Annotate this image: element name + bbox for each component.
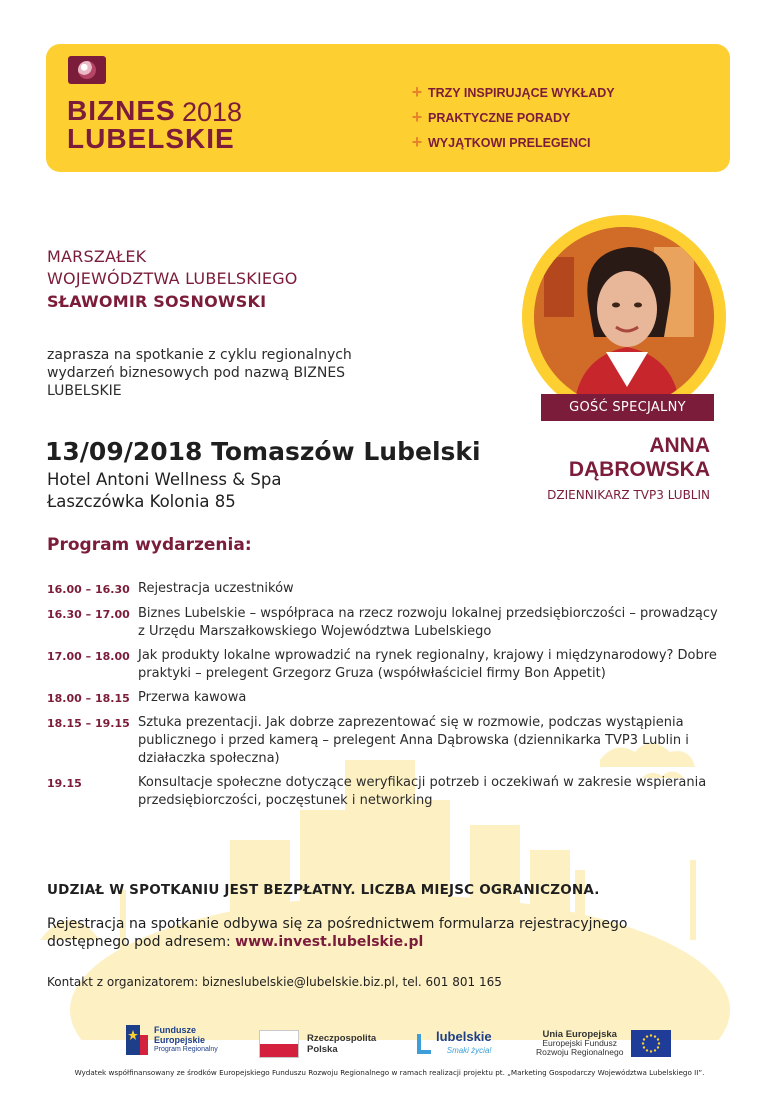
guest-last-name: DĄBROWSKA bbox=[568, 458, 710, 481]
schedule-row bbox=[47, 605, 727, 641]
schedule-time: 18.00 – 18.15 bbox=[47, 692, 130, 705]
schedule-row bbox=[47, 647, 727, 683]
feature-label: PRAKTYCZNE PORADY bbox=[428, 110, 571, 125]
schedule-row bbox=[47, 774, 727, 810]
eu-line1: Unia Europejska bbox=[542, 1029, 617, 1040]
special-guest-label: GOŚĆ SPECJALNY bbox=[541, 394, 714, 421]
venue-name: Hotel Antoni Wellness & Spa bbox=[47, 470, 282, 489]
venue-address: Łaszczówka Kolonia 85 bbox=[47, 492, 236, 511]
guest-photo bbox=[534, 227, 714, 407]
contact-label: Kontakt z organizatorem: bbox=[47, 975, 199, 989]
inviter-name: SŁAWOMIR SOSNOWSKI bbox=[47, 292, 267, 311]
schedule-row bbox=[47, 580, 727, 599]
schedule-time: 16.30 – 17.00 bbox=[47, 608, 130, 621]
plus-icon: + bbox=[411, 132, 423, 152]
schedule-desc: Konsultacje społeczne dotyczące weryfikacji potrzeb i oczekiwań w zakresie wspierania przedsiębiorczości, poczęstunek i networking bbox=[138, 775, 707, 808]
program-schedule bbox=[47, 580, 727, 816]
schedule-time: 16.00 – 16.30 bbox=[47, 583, 130, 596]
program-title: Program wydarzenia: bbox=[47, 535, 252, 555]
eu-line3: Rozwoju Regionalnego bbox=[536, 1047, 624, 1057]
eu-line2: Europejski Fundusz bbox=[542, 1038, 618, 1048]
guest-role: DZIENNIKARZ TVP3 LUBLIN bbox=[547, 488, 710, 502]
feature-label: TRZY INSPIRUJĄCE WYKŁADY bbox=[428, 85, 615, 100]
schedule-time: 18.15 – 19.15 bbox=[47, 717, 130, 730]
schedule-desc: Rejestracja uczestników bbox=[138, 581, 294, 596]
guest-portrait-icon bbox=[534, 227, 714, 407]
registration-info bbox=[47, 915, 687, 951]
rzeczpospolita-logo bbox=[259, 1030, 376, 1058]
schedule-row bbox=[47, 689, 727, 708]
brand-badge-icon bbox=[68, 56, 106, 84]
plus-icon: + bbox=[411, 107, 423, 127]
lubelskie-mark-icon bbox=[416, 1032, 434, 1056]
contact-info bbox=[47, 973, 502, 991]
brand-year: 2018 bbox=[182, 97, 243, 127]
schedule-desc: Przerwa kawowa bbox=[138, 690, 247, 705]
inviter-title-line2: WOJEWÓDZTWA LUBELSKIEGO bbox=[47, 269, 298, 288]
feature-label: WYJĄTKOWI PRELEGENCI bbox=[428, 135, 591, 150]
schedule-desc: Biznes Lubelskie – współpraca na rzecz rozwoju lokalnej przedsiębiorczości – prowadzący z Urzędu Marszałkowskiego Województwa Lubelskiego bbox=[138, 606, 718, 639]
fe-line1: Fundusze bbox=[154, 1025, 196, 1035]
schedule-desc: Jak produkty lokalne wprowadzić na rynek regionalny, krajowy i międzynarodowy? Dobre praktyki – prelegent Grzegorz Gruza (współwłaściciel firmy Bon Appetit) bbox=[138, 648, 717, 681]
brand-name-line2: LUBELSKIE bbox=[67, 123, 235, 154]
brand-name-line1: BIZNES bbox=[67, 95, 176, 126]
fe-line3: Program Regionalny bbox=[154, 1046, 218, 1053]
registration-link[interactable]: www.invest.lubelskie.pl bbox=[235, 934, 424, 950]
invitation-text: zaprasza na spotkanie z cyklu regionalnych wydarzeń biznesowych pod nazwą BIZNES LUBELSKIE bbox=[47, 347, 352, 399]
inviter-title-line1: MARSZAŁEK bbox=[47, 247, 147, 266]
feature-item bbox=[410, 105, 615, 130]
rp-line2: Polska bbox=[307, 1044, 338, 1055]
registration-text: Rejestracja na spotkanie odbywa się za pośrednictwem formularza rejestracyjnego dostępnego pod adresem: bbox=[47, 916, 628, 950]
event-date-place: 13/09/2018 Tomaszów Lubelski bbox=[45, 437, 481, 466]
fundusze-europejskie-logo bbox=[126, 1025, 218, 1055]
lub-tagline: Smaki życia! bbox=[446, 1046, 492, 1055]
lub-name: lubelskie bbox=[436, 1029, 492, 1044]
free-participation-notice: UDZIAŁ W SPOTKANIU JEST BEZPŁATNY. LICZBA MIEJSC OGRANICZONA. bbox=[47, 882, 600, 898]
event-venue bbox=[47, 469, 281, 513]
eu-logo bbox=[536, 1030, 671, 1057]
feature-item bbox=[410, 130, 615, 155]
fe-line2: Europejskie bbox=[154, 1035, 206, 1045]
polish-flag-icon bbox=[259, 1030, 299, 1058]
lubelskie-logo bbox=[416, 1030, 492, 1058]
funding-disclaimer: Wydatek współfinansowany ze środków Europejskiego Funduszu Rozwoju Regionalnego w ramach realizacji projektu pt. „Marketing Gospodarczy Województwa Lubelskiego II”. bbox=[74, 1068, 705, 1077]
feature-item bbox=[410, 80, 615, 105]
rp-line1: Rzeczpospolita bbox=[307, 1033, 377, 1044]
schedule-time: 19.15 bbox=[47, 777, 82, 790]
contact-value[interactable]: bizneslubelskie@lubelskie.biz.pl, tel. 601 801 165 bbox=[202, 975, 502, 989]
fe-star-icon bbox=[126, 1025, 148, 1055]
schedule-time: 17.00 – 18.00 bbox=[47, 650, 130, 663]
schedule-row bbox=[47, 714, 727, 768]
plus-icon: + bbox=[411, 82, 423, 102]
feature-list bbox=[410, 80, 615, 155]
eu-flag-icon bbox=[631, 1030, 671, 1057]
guest-first-name: ANNA bbox=[649, 434, 710, 457]
schedule-desc: Sztuka prezentacji. Jak dobrze zaprezentować się w rozmowie, podczas wystąpienia publicznego i przed kamerą – prelegent Anna Dąbrowska (dziennikarka TVP3 Lublin i działaczka społeczna) bbox=[138, 715, 689, 766]
